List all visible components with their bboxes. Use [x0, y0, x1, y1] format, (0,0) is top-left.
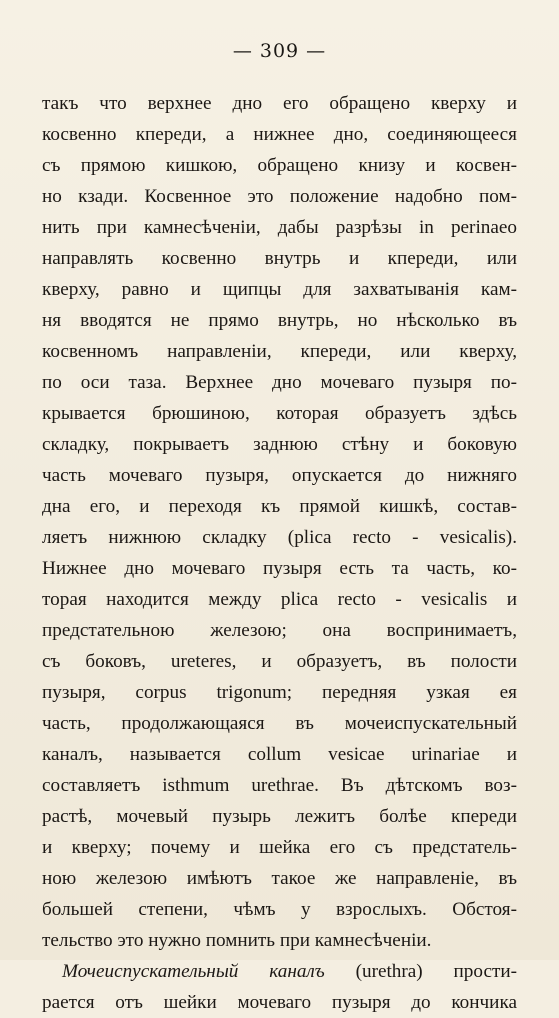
text-line: Нижнее дно мочеваго пузыря есть та часть, ко-: [42, 558, 517, 579]
paragraph-2-line-rest: (urethra) прости-: [324, 961, 517, 982]
text-line: пузыря, corpus trigonum; передняя узкая ея: [42, 682, 517, 703]
text-line: по оси таза. Верхнее дно мочеваго пузыря по-: [42, 372, 517, 393]
text-line: и кверху; почему и шейка его съ предстатель-: [42, 837, 517, 858]
text-line: торая находится между plica recto - vesicalis и: [42, 589, 517, 610]
text-line: крывается брюшиною, которая образуетъ здѣсь: [42, 403, 517, 424]
paragraph-2-first-line: [42, 956, 517, 987]
text-line: направлять косвенно внутрь и кпереди, или: [42, 248, 517, 269]
text-line: кверху, равно и щипцы для захватыванія кам-: [42, 279, 517, 300]
text-line: ня вводятся не прямо внутрь, но нѣсколько въ: [42, 310, 517, 331]
text-line: каналъ, называется collum vesicae urinariae и: [42, 744, 517, 765]
text-line: съ прямою кишкою, обращено книзу и косвен-: [42, 155, 517, 176]
text-line: съ боковъ, ureteres, и образуетъ, въ полости: [42, 651, 517, 672]
text-line: складку, покрываетъ заднюю стѣну и боковую: [42, 434, 517, 455]
italic-term: Мочеиспускательный каналъ: [62, 961, 325, 982]
text-line: ляетъ нижнюю складку (plica recto - vesicalis).: [42, 527, 517, 548]
text-line: дна его, и переходя къ прямой кишкѣ, состав-: [42, 496, 517, 517]
text-line: предстательною железою; она воспринимаетъ,: [42, 620, 517, 641]
text-line: большей степени, чѣмъ у взрослыхъ. Обстоя-: [42, 899, 517, 920]
text-line: такъ что верхнее дно его обращено кверху и: [42, 93, 517, 114]
text-line: часть, продолжающаяся въ мочеиспускательный: [42, 713, 517, 734]
text-line: составляетъ isthmum urethrae. Въ дѣтскомъ воз-: [42, 775, 517, 796]
text-line: растѣ, мочевый пузырь лежитъ болѣе кпереди: [42, 806, 517, 827]
text-line: нить при камнесѣченіи, дабы разрѣзы in perinaeo: [42, 217, 517, 238]
text-line: часть мочеваго пузыря, опускается до нижняго: [42, 465, 517, 486]
text-line: ною железою имѣютъ такое же направленіе, въ: [42, 868, 517, 889]
text-line: косвенномъ направленіи, кпереди, или кверху,: [42, 341, 517, 362]
text-line: косвенно кпереди, а нижнее дно, соединяющееся: [42, 124, 517, 145]
text-line: тельство это нужно помнить при камнесѣченіи.: [42, 930, 432, 951]
body-text: [42, 88, 517, 1018]
page-number: — 309 —: [232, 40, 327, 62]
text-line: но кзади. Косвенное это положение надобно пом-: [42, 186, 517, 207]
text-line: рается отъ шейки мочеваго пузыря до кончика: [42, 992, 517, 1013]
